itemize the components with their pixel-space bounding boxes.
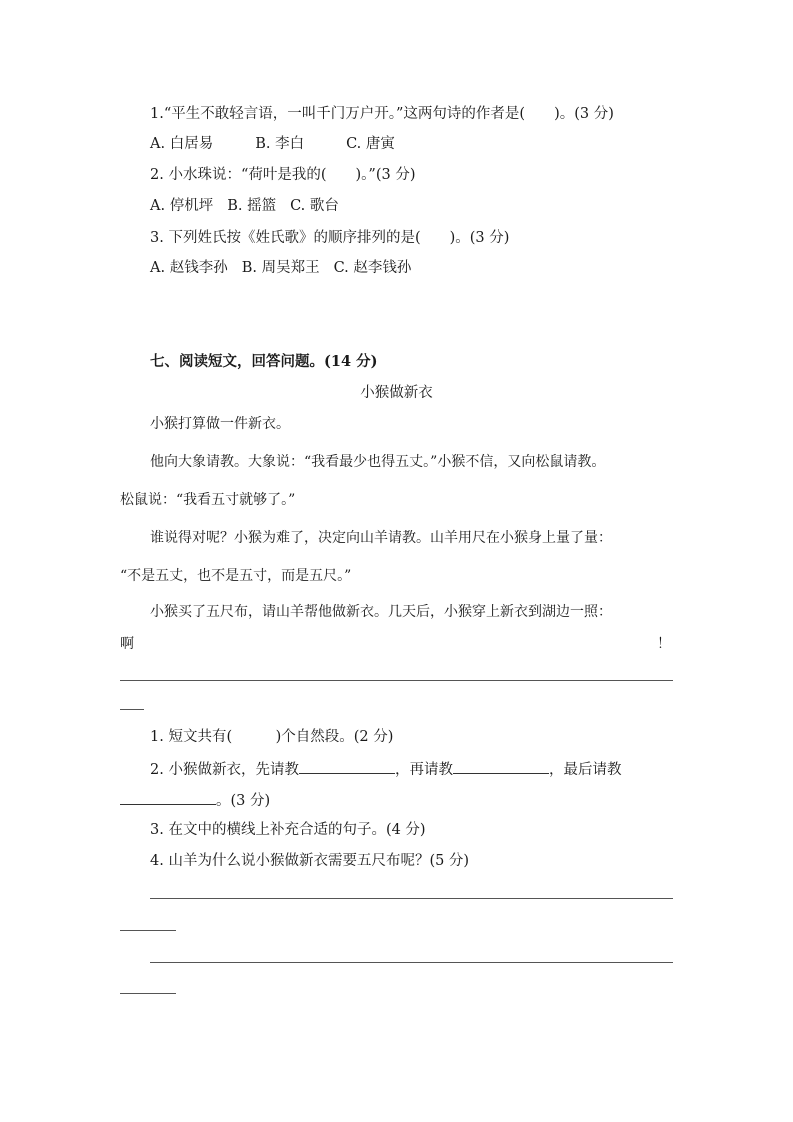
q6-1-options xyxy=(150,134,395,154)
passage-p4-line2-end: ！ xyxy=(657,636,671,652)
option-a: A. 停机坪 xyxy=(150,198,214,214)
q7-2-part3: ，最后请教 xyxy=(548,762,622,778)
q7-2-line2 xyxy=(120,790,270,811)
q7-1-text: 1. 短文共有( )个自然段。(2 分) xyxy=(150,729,394,745)
passage-p3-line1: 谁说得对呢？小猴为难了，决定向山羊请教。山羊用尺在小猴身上量了量： xyxy=(150,530,612,546)
passage-p3-line2: “不是五丈，也不是五寸，而是五尺。” xyxy=(120,568,352,584)
option-a: A. 赵钱李孙 xyxy=(150,260,228,276)
option-c: C. 赵李钱孙 xyxy=(333,260,412,276)
answer-line[interactable] xyxy=(120,680,673,681)
passage-p4-line2-start: 啊 xyxy=(120,636,134,652)
section-heading: 七、阅读短文，回答问题。(14 分) xyxy=(150,353,378,370)
answer-blank-second[interactable] xyxy=(453,759,549,774)
q7-2-part4: 。(3 分) xyxy=(216,793,271,809)
option-c: C. 歌台 xyxy=(290,198,339,214)
q6-3-text: 3. 下列姓氏按《姓氏歌》的顺序排列的是( )。(3 分) xyxy=(150,230,510,246)
q6-2-options xyxy=(150,196,339,216)
q7-2-line1 xyxy=(150,759,621,780)
answer-blank-first[interactable] xyxy=(299,759,395,774)
answer-line-short[interactable] xyxy=(120,709,144,710)
q7-2-part1: 2. 小猴做新衣，先请教 xyxy=(150,762,299,778)
passage-p2-line2: 松鼠说：“我看五寸就够了。” xyxy=(120,492,296,508)
option-b: B. 摇篮 xyxy=(227,198,277,214)
option-b: B. 周吴郑王 xyxy=(241,260,320,276)
answer-line[interactable] xyxy=(150,962,673,963)
option-a: A. 白居易 xyxy=(150,136,214,152)
passage-p4-line1: 小猴买了五尺布，请山羊帮他做新衣。几天后，小猴穿上新衣到湖边一照： xyxy=(150,604,612,620)
answer-line-short[interactable] xyxy=(120,993,176,994)
q6-1-text: 1.“平生不敢轻言语，一叫千门万户开。”这两句诗的作者是( )。(3 分) xyxy=(150,106,614,122)
passage-p2-line1: 他向大象请教。大象说：“我看最少也得五丈。”小猴不信，又向松鼠请教。 xyxy=(150,454,606,470)
q7-2-part2: ，再请教 xyxy=(394,762,453,778)
q7-4-text: 4. 山羊为什么说小猴做新衣需要五尺布呢？(5 分) xyxy=(150,853,470,869)
passage-p1: 小猴打算做一件新衣。 xyxy=(150,416,290,432)
q6-3-options xyxy=(150,258,411,278)
option-c: C. 唐寅 xyxy=(346,136,395,152)
answer-blank-last[interactable] xyxy=(120,790,216,805)
answer-line-short[interactable] xyxy=(120,930,176,931)
passage-title: 小猴做新衣 xyxy=(360,385,433,401)
q6-2-text: 2. 小水珠说：“荷叶是我的( )。”(3 分) xyxy=(150,167,416,183)
option-b: B. 李白 xyxy=(255,136,305,152)
answer-line[interactable] xyxy=(150,898,673,899)
q7-3-text: 3. 在文中的横线上补充合适的句子。(4 分) xyxy=(150,822,426,838)
